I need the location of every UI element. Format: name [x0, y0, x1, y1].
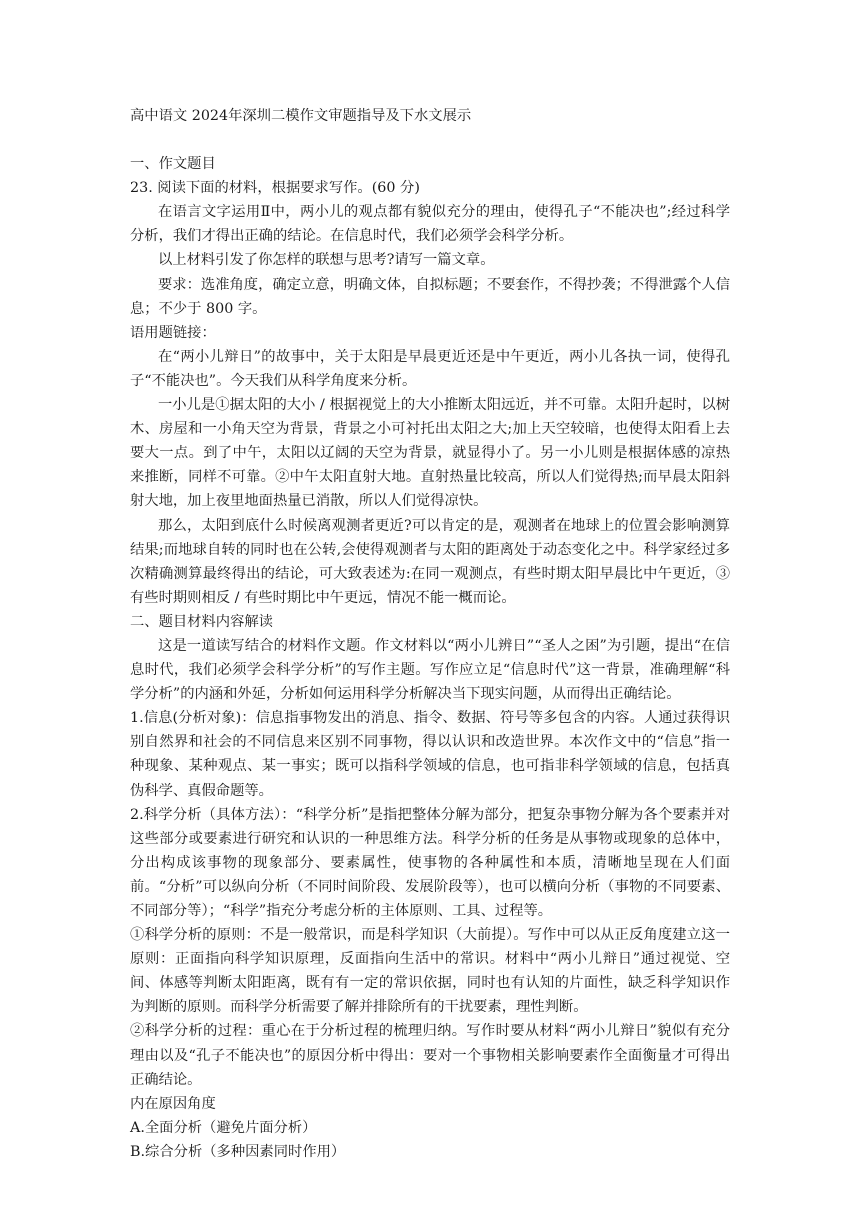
analysis-item-1: 1.信息(分析对象)：信息指事物发出的消息、指令、数据、符号等多包含的内容。人通过获得识别自然界和社会的不同信息来区别不同事物，得以认识和改造世界。本次作文中的“信息”指一种现象、某种观点、某一事实；既可以指科学领域的信息，也可指非科学领域的信息，包括真伪科学、真假命题等。 — [130, 710, 730, 799]
section-heading-1: 一、作文题目 — [130, 156, 216, 173]
document-page — [130, 104, 730, 1164]
link-label: 语用题链接： — [130, 324, 216, 341]
inner-reason-heading: 内在原因角度 — [130, 1095, 216, 1112]
material-para-2: 一小儿是①据太阳的大小 / 根据视觉上的大小推断太阳远近，并不可靠。太阳升起时，以树木、房屋和一小角天空为背景，背景之小可衬托出太阳之大;加上天空较暗，也使得太阳看上去要大一点。到了中午，太阳以辽阔的天空为背景，就显得小了。另一小儿则是根据体感的凉热来推断，同样不可靠。②中午太阳直射大地。直射热量比较高，所以人们觉得热;而早晨太阳斜射大地，加上夜里地面热量已消散，所以人们觉得凉快。 — [130, 397, 730, 510]
analysis-item-4: ②科学分析的过程：重心在于分析过程的梳理归纳。写作时要从材料“两小儿辩日”貌似有充分理由以及“孔子不能决也”的原因分析中得出：要对一个事物相关影响要素作全面衡量才可得出正确结论。 — [130, 1023, 730, 1088]
option-b: B.综合分析（多种因素同时作用） — [130, 1143, 346, 1160]
section-heading-2: 二、题目材料内容解读 — [130, 613, 273, 630]
analysis-item-2: 2.科学分析（具体方法）：“科学分析”是指把整体分解为部分，把复杂事物分解为各个要素并对这些部分或要素进行研究和认识的一种思维方法。科学分析的任务是从事物或现象的总体中，分出构成该事物的现象部分、要素属性，使事物的各种属性和本质，清晰地呈现在人们面前。“分析”可以纵向分析（不同时间阶段、发展阶段等），也可以横向分析（事物的不同要素、不同部分等）；“科学”指充分考虑分析的主体原则、工具、过程等。 — [130, 806, 730, 919]
material-para-1: 在“两小儿辩日”的故事中，关于太阳是早晨更近还是中午更近，两小儿各执一词，使得孔子“不能决也”。今天我们从科学角度来分析。 — [130, 348, 730, 389]
question-line: 23. 阅读下面的材料，根据要求写作。(60 分) — [130, 180, 420, 197]
analysis-intro: 这是一道读写结合的材料作文题。作文材料以“两小儿辨日”“圣人之困”为引题，提出“在信息时代，我们必须学会科学分析”的写作主题。写作应立足“信息时代”这一背景，准确理解“科学分析”的内涵和外延，分析如何运用科学分析解决当下现实问题，从而得出正确结论。 — [130, 637, 730, 703]
requirements-paragraph: 要求：选准角度，确定立意，明确文体，自拟标题；不要套作，不得抄袭；不得泄露个人信息；不少于 800 字。 — [130, 276, 730, 317]
document-title: 高中语文 2024年深圳二模作文审题指导及下水文展示 — [130, 108, 472, 124]
material-paragraph: 在语言文字运用Ⅱ中，两小儿的观点都有貌似充分的理由，使得孔子“不能决也”;经过科学分析，我们才得出正确的结论。在信息时代，我们必须学会科学分析。 — [130, 204, 730, 245]
option-a: A.全面分析（避免片面分析） — [130, 1119, 317, 1136]
material-para-3: 那么，太阳到底什么时候离观测者更近?可以肯定的是，观测者在地球上的位置会影响测算结果;而地球自转的同时也在公转,会使得观测者与太阳的距离处于动态变化之中。科学家经过多次精确测算最终得出的结论，可大致表述为:在同一观测点，有些时期太阳早晨比中午更近，③有些时期则相反 / 有些时期比中午更远，情况不能一概而论。 — [130, 517, 730, 606]
prompt-paragraph: 以上材料引发了你怎样的联想与思考?请写一篇文章。 — [158, 252, 495, 269]
analysis-item-3: ①科学分析的原则：不是一般常识，而是科学知识（大前提）。写作中可以从正反角度建立这一原则：正面指向科学知识原理，反面指向生活中的常识。材料中“两小儿辩日”通过视觉、空间、体感等判断太阳距离，既有有一定的常识依据，同时也有认知的片面性，缺乏科学知识作为判断的原则。而科学分析需要了解并排除所有的干扰要素，理性判断。 — [130, 927, 730, 1016]
